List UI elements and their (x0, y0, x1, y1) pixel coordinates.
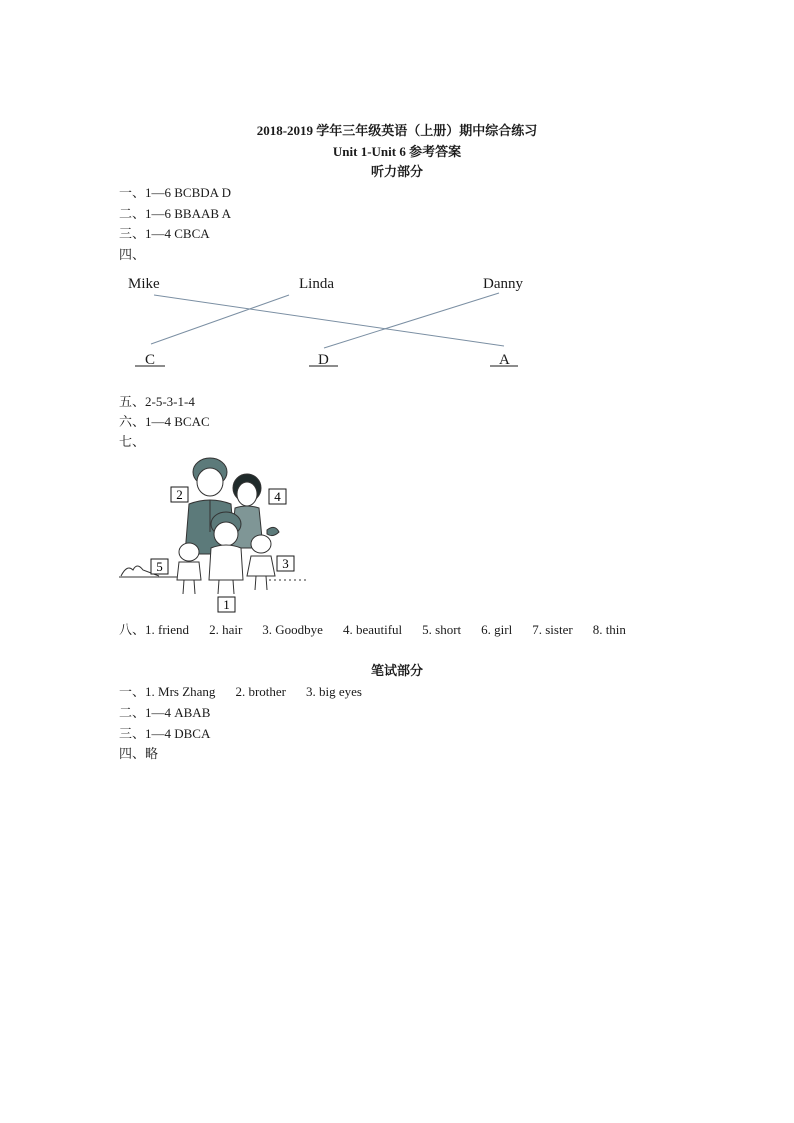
match-name-linda: Linda (299, 276, 334, 292)
family-picture (119, 452, 309, 614)
svg-text:1: 1 (223, 597, 230, 612)
picture-label-2 (171, 487, 188, 502)
q8-item-7: 7. sister (532, 622, 573, 637)
writing-q2-answer: 二、1—4 ABAB (119, 705, 211, 720)
match-answer-1: C (145, 352, 156, 368)
writing-q4-answer: 四、略 (119, 746, 159, 761)
picture-label-5 (151, 559, 168, 574)
listening-q4-label: 四、 (119, 247, 146, 262)
match-name-mike: Mike (128, 276, 160, 292)
section-writing-heading: 笔试部分 (370, 663, 423, 678)
match-line-danny-d (324, 293, 499, 348)
writing-q3-answer: 三、1—4 DBCA (119, 726, 211, 741)
picture-label-1 (218, 597, 235, 612)
svg-text:4: 4 (274, 489, 281, 504)
writing-q1-item-2: 2. brother (235, 684, 286, 699)
q8-item-6: 6. girl (481, 622, 513, 637)
q8-item-1: 1. friend (145, 622, 190, 637)
q8-item-3: 3. Goodbye (262, 622, 323, 637)
listening-q8-prefix: 八、 (119, 622, 146, 637)
svg-text:5: 5 (156, 559, 163, 574)
family-illustration (119, 458, 307, 594)
svg-text:2: 2 (176, 487, 183, 502)
writing-q1-prefix: 一、 (119, 684, 146, 699)
listening-q6-answer: 六、1—4 BCAC (119, 414, 210, 429)
match-line-mike-a (154, 295, 504, 346)
q8-item-4: 4. beautiful (342, 622, 403, 637)
listening-q8-answer (119, 619, 626, 638)
writing-q1-item-1: 1. Mrs Zhang (145, 684, 216, 699)
picture-label-4 (269, 489, 286, 504)
q8-item-8: 8. thin (592, 622, 626, 637)
listening-q2-answer: 二、1—6 BBAAB A (119, 206, 231, 221)
section-listening-heading: 听力部分 (370, 164, 423, 179)
matching-diagram (119, 268, 559, 378)
match-answer-3: A (499, 352, 510, 368)
page-title: 2018-2019 学年三年级英语（上册）期中综合练习 (256, 123, 538, 138)
listening-q1-answer: 一、1—6 BCBDA D (119, 185, 231, 200)
writing-q1-answer (119, 681, 362, 700)
listening-q7-label: 七、 (119, 434, 146, 449)
q8-item-2: 2. hair (209, 622, 243, 637)
svg-text:3: 3 (282, 556, 289, 571)
match-answer-2: D (318, 352, 329, 368)
page-subtitle: Unit 1-Unit 6 参考答案 (332, 144, 462, 159)
q8-item-5: 5. short (422, 622, 462, 637)
picture-label-3 (277, 556, 294, 571)
listening-q3-answer: 三、1—4 CBCA (119, 226, 210, 241)
match-line-linda-c (151, 295, 289, 344)
match-name-danny: Danny (483, 276, 523, 292)
writing-q1-item-3: 3. big eyes (305, 684, 362, 699)
listening-q5-answer: 五、2-5-3-1-4 (119, 394, 195, 409)
